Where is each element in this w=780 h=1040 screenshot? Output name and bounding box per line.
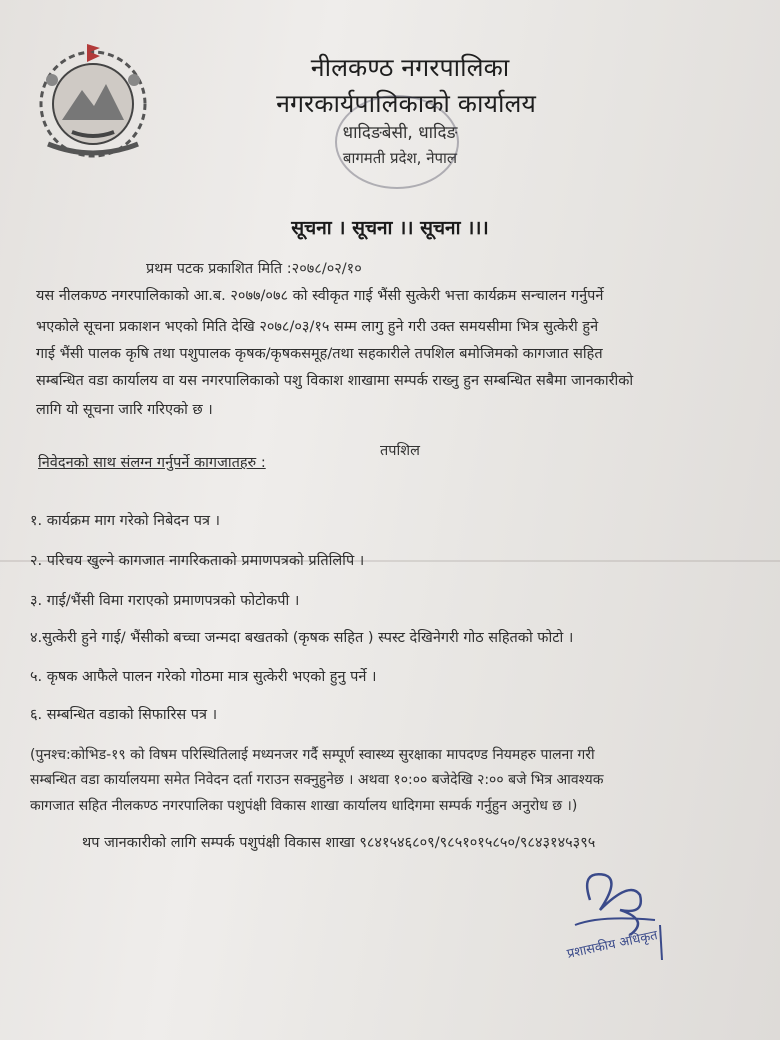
notice-title: सूचना । सूचना ।। सूचना ।।। — [291, 217, 489, 239]
office-stamp — [335, 95, 459, 189]
ps-line-1: (पुनश्च:कोभिड-१९ को विषम परिस्थितिलाई मध्यनजर गर्दै सम्पूर्ण स्वास्थ्य सुरक्षाका मापदण्ड नियमहरु पालना गरी — [30, 747, 595, 763]
section-label: तपशिल — [380, 443, 420, 459]
header-office: नगरकार्यपालिकाको कार्यालय — [276, 89, 536, 118]
publish-date: प्रथम पटक प्रकाशित मिति :२०७८/०२/१० — [146, 261, 362, 277]
header-location: धादिङबेसी, धादिङ — [342, 123, 458, 143]
list-item: २. परिचय खुल्ने कागजात नागरिकताको प्रमाणपत्रको प्रतिलिपि । — [30, 553, 365, 569]
body-line-4: सम्बन्धित वडा कार्यालय वा यस नगरपालिकाको पशु विकाश शाखामा सम्पर्क राख्नु हुन सम्बन्धित सबैमा जानकारीको — [36, 373, 634, 389]
ps-line-2: सम्बन्धित वडा कार्यालयमा समेत निवेदन दर्ता गराउन सक्नुहुनेछ । अथवा १०:०० बजेदेखि २:०० बजे भित्र आवश्यक — [30, 772, 604, 788]
body-line-5: लागि यो सूचना जारि गरिएको छ । — [36, 402, 213, 418]
list-item: १. कार्यक्रम माग गरेको निबेदन पत्र । — [30, 513, 221, 529]
signature-label: प्रशासकीय अधिकृत — [565, 928, 659, 962]
ps-line-3: कागजात सहित नीलकण्ठ नगरपालिका पशुपंक्षी विकास शाखा कार्यालय धादिगमा सम्पर्क गर्नुहुन अनुरोध छ ।) — [30, 798, 578, 814]
list-item: ४.सुत्केरी हुने गाई/ भैंसीको बच्चा जन्मदा बखतको (कृषक सहित ) स्पस्ट देखिनेगरी गोठ सहितको फोटो । — [30, 630, 574, 646]
docs-heading: निवेदनको साथ संलग्न गर्नुपर्ने कागजातहरु : — [38, 455, 266, 471]
header-municipality: नीलकण्ठ नगरपालिका — [310, 53, 510, 82]
list-item: ३. गाई/भैंसी विमा गराएको प्रमाणपत्रको फोटोकपी । — [30, 593, 300, 609]
list-item: ५. कृषक आफैले पालन गरेको गोठमा मात्र सुत्केरी भएको हुनु पर्ने । — [30, 669, 377, 685]
list-item: ६. सम्बन्धित वडाको सिफारिस पत्र । — [30, 707, 218, 723]
body-line-1: यस नीलकण्ठ नगरपालिकाको आ.ब. २०७७/०७८ को स्वीकृत गाई भैंसी सुत्केरी भत्ता कार्यक्रम सन्चालन गर्नुपर्ने — [36, 288, 604, 304]
body-line-3: गाई भैंसी पालक कृषि तथा पशुपालक कृषक/कृषकसमूह/तथा सहकारीले तपशिल बमोजिमको कागजात सहित — [36, 346, 603, 362]
signature-stamp — [560, 860, 680, 970]
contact-line: थप जानकारीको लागि सम्पर्क पशुपंक्षी विकास शाखा ९८४१५४६८०९/९८५१०१५८५०/९८४३१४५३९५ — [82, 835, 596, 851]
header-province: बागमती प्रदेश, नेपाल — [342, 149, 458, 167]
body-line-2: भएकोले सूचना प्रकाशन भएको मिति देखि २०७८/०३/१५ सम्म लागु हुने गरी उक्त समयसीमा भित्र सुत्केरी हुने — [36, 319, 599, 335]
